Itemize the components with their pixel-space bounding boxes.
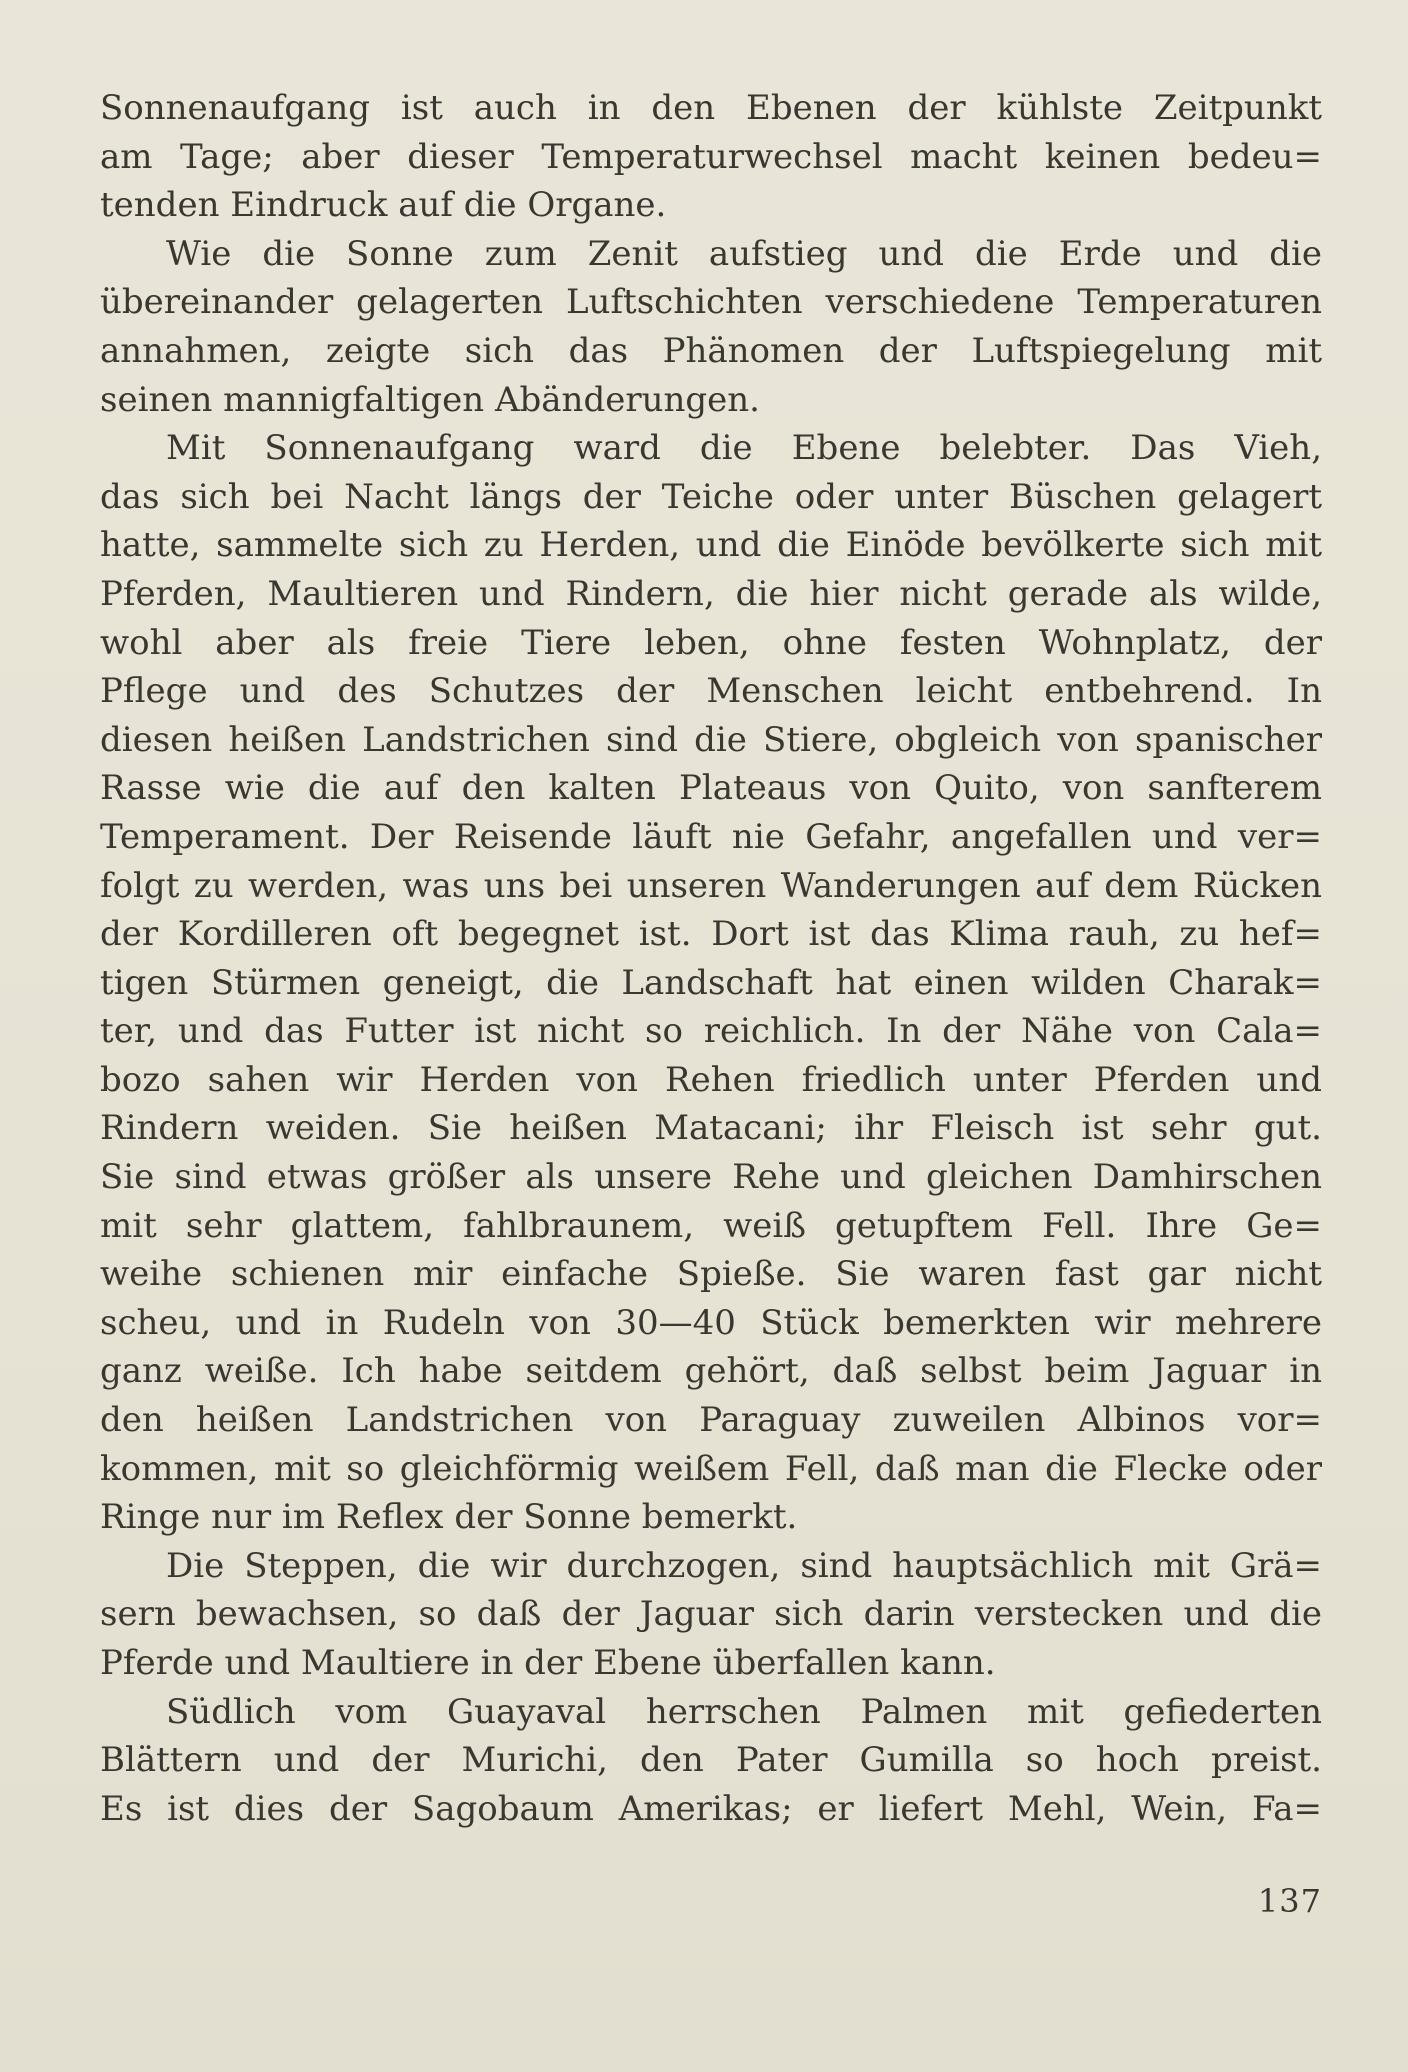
- text-line: den heißen Landstrichen von Paraguay zuweilen Albinos vor=: [100, 1400, 1322, 1441]
- text-line: Sonnenaufgang ist auch in den Ebenen der kühlste Zeitpunkt: [100, 88, 1322, 128]
- text-line: hatte, sammelte sich zu Herden, und die Einöde bevölkerte sich mit: [100, 525, 1322, 566]
- text-line: Rindern weiden. Sie heißen Matacani; ihr Fleisch ist sehr gut.: [100, 1108, 1322, 1149]
- text-line: übereinander gelagerten Luftschichten verschiedene Temperaturen: [100, 282, 1322, 323]
- text-line: Wie die Sonne zum Zenit aufstieg und die Erde und die: [166, 233, 1322, 274]
- text-line: mit sehr glattem, fahlbraunem, weiß getupftem Fell. Ihre Ge=: [100, 1205, 1322, 1246]
- text-line: am Tage; aber dieser Temperaturwechsel macht keinen bedeu=: [100, 136, 1322, 177]
- text-line: das sich bei Nacht längs der Teiche oder unter Büschen gelagert: [100, 476, 1322, 517]
- text-line: wohl aber als freie Tiere leben, ohne festen Wohnplatz, der: [100, 622, 1322, 663]
- text-line: Südlich vom Guayaval herrschen Palmen mit gefiederten: [166, 1691, 1322, 1732]
- text-line: Mit Sonnenaufgang ward die Ebene belebter. Das Vieh,: [166, 428, 1322, 469]
- text-line: scheu, und in Rudeln von 30—40 Stück bemerkten wir mehrere: [100, 1302, 1322, 1343]
- text-line: Blättern und der Murichi, den Pater Gumilla so hoch preist.: [100, 1740, 1322, 1781]
- text-line: seinen mannigfaltigen Abänderungen.: [100, 379, 760, 420]
- text-line: tenden Eindruck auf die Organe.: [100, 185, 667, 226]
- text-line: kommen, mit so gleichförmig weißem Fell, daß man die Flecke oder: [100, 1448, 1322, 1489]
- text-line: diesen heißen Landstrichen sind die Stiere, obgleich von spanischer: [100, 719, 1322, 760]
- text-line: Pferde und Maultiere in der Ebene überfallen kann.: [100, 1643, 996, 1683]
- text-line: bozo sahen wir Herden von Rehen friedlich unter Pferden und: [100, 1059, 1322, 1100]
- page-number: 137: [1257, 1882, 1322, 1920]
- text-line: Rasse wie die auf den kalten Plateaus von Quito, von sanfterem: [100, 768, 1322, 809]
- text-line: Pferden, Maultieren und Rindern, die hier nicht gerade als wilde,: [100, 573, 1322, 614]
- text-line: Temperament. Der Reisende läuft nie Gefahr, angefallen und ver=: [100, 816, 1322, 857]
- text-line: tigen Stürmen geneigt, die Landschaft hat einen wilden Charak=: [100, 962, 1322, 1003]
- text-line: Ringe nur im Reflex der Sonne bemerkt.: [100, 1497, 798, 1538]
- text-line: Es ist dies der Sagobaum Amerikas; er liefert Mehl, Wein, Fa=: [100, 1788, 1322, 1829]
- body-text: [100, 84, 1322, 1833]
- text-line: Die Steppen, die wir durchzogen, sind hauptsächlich mit Grä=: [166, 1545, 1322, 1586]
- text-line: ganz weiße. Ich habe seitdem gehört, daß selbst beim Jaguar in: [100, 1351, 1322, 1392]
- text-line: annahmen, zeigte sich das Phänomen der Luftspiegelung mit: [100, 330, 1322, 371]
- text-line: sern bewachsen, so daß der Jaguar sich darin verstecken und die: [100, 1594, 1322, 1635]
- text-line: Sie sind etwas größer als unsere Rehe und gleichen Damhirschen: [100, 1157, 1322, 1198]
- text-line: Pflege und des Schutzes der Menschen leicht entbehrend. In: [100, 671, 1322, 712]
- text-line: weihe schienen mir einfache Spieße. Sie waren fast gar nicht: [100, 1254, 1322, 1295]
- text-line: folgt zu werden, was uns bei unseren Wanderungen auf dem Rücken: [100, 865, 1322, 906]
- text-line: der Kordilleren oft begegnet ist. Dort ist das Klima rauh, zu hef=: [100, 914, 1322, 955]
- text-line: ter, und das Futter ist nicht so reichlich. In der Nähe von Cala=: [100, 1011, 1322, 1052]
